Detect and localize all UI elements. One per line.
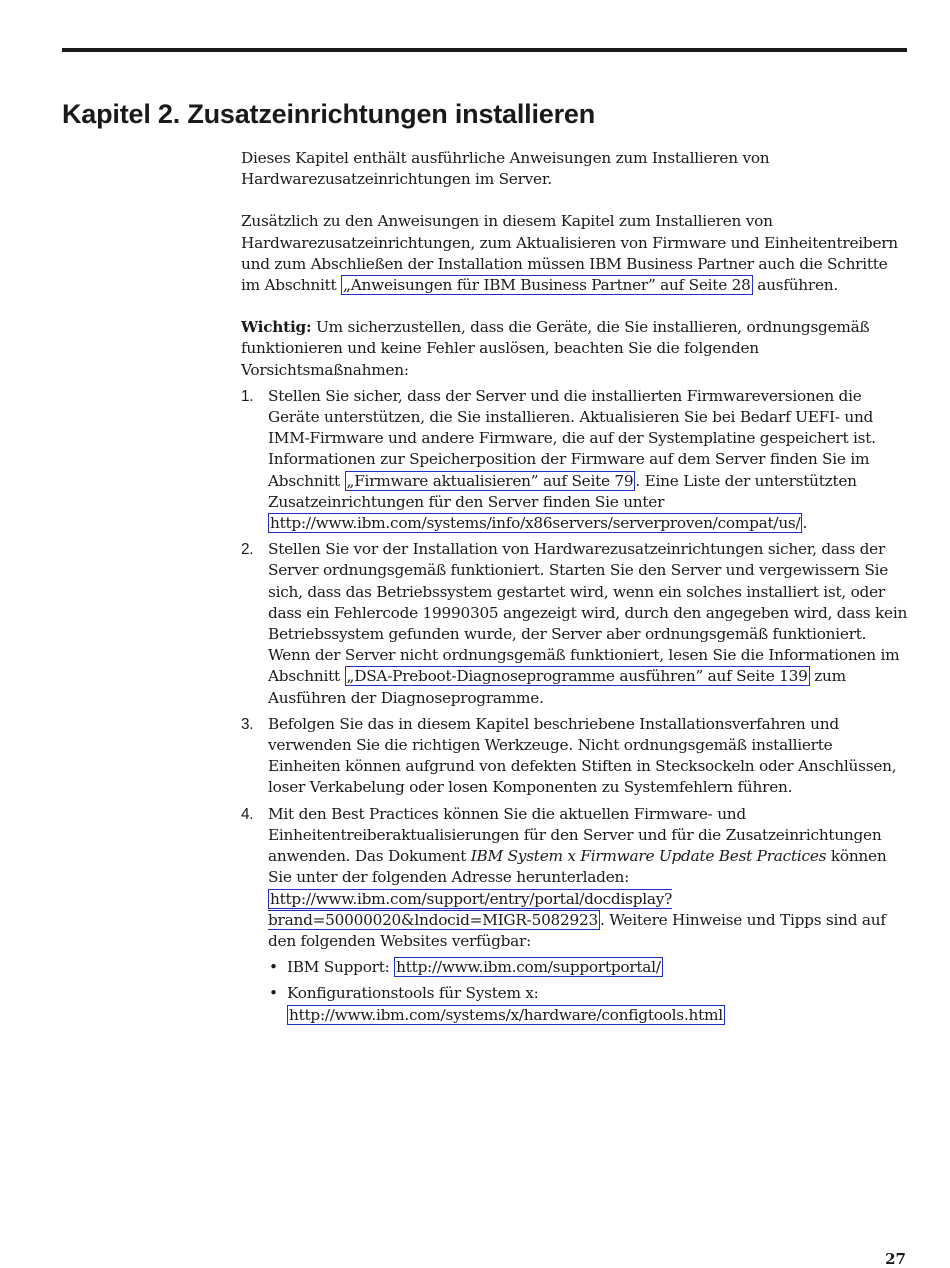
bullet-icon: • <box>269 958 278 977</box>
list-item: 3. Befolgen Sie das in diesem Kapitel beschriebene Installationsverfahren und verwenden Sie die richtigen Werkzeuge. Nicht ordnungsgemäß installierte Einheiten können aufgrund von defekten Stiften in Stecksockeln oder Anschlüssen, loser Verkabelung oder losen Komponenten zu Systemfehlern führen. <box>241 714 897 797</box>
header-rule <box>62 48 907 52</box>
link-best-practices[interactable]: http://www.ibm.com/support/entry/portal/docdisplay?brand=50000020&lndocid=MIGR-5082923 <box>268 889 673 929</box>
step-number: 3. <box>241 715 254 733</box>
link-firmware-update[interactable]: „Firmware aktualisieren” auf Seite 79 <box>346 471 634 490</box>
list-item: 4. Mit den Best Practices können Sie die aktuellen Firmware- und Einheitentreiberaktualisierungen für den Server und für die Zusatzeinrichtungen anwenden. Das Dokument IBM System x Firmware Update Best Practices können Sie unter der folgenden Adresse herunterladen: http://www.ibm.com/support/entry/portal/docdisplay?brand=50000020&lndocid=MIGR-5082923 . Weitere Hinweise und Tipps sind auf den folgenden Websites verfügbar: • IBM Support: http://www.ibm.com/supportportal/ • Konfigurationstools für System x: http://www.ibm.com/systems/x/hardware/configtools.html <box>241 804 909 1026</box>
chapter-content <box>241 148 909 1031</box>
chapter-title: Kapitel 2. Zusatzeinrichtungen installieren <box>62 99 596 129</box>
list-item: • IBM Support: http://www.ibm.com/supportportal/ <box>268 957 909 978</box>
important-note: Wichtig: Um sicherzustellen, dass die Geräte, die Sie installieren, ordnungsgemäß funktionieren und keine Fehler auslösen, beachten Sie die folgenden Vorsichtsmaßnahmen: <box>241 318 870 379</box>
link-configtools[interactable]: http://www.ibm.com/systems/x/hardware/configtools.html <box>289 1005 723 1024</box>
step-number: 2. <box>241 541 254 559</box>
link-business-partner-instructions[interactable]: „Anweisungen für IBM Business Partner” auf Seite 28 <box>343 276 751 295</box>
list-item: • Konfigurationstools für System x: http://www.ibm.com/systems/x/hardware/configtools.html <box>269 984 723 1024</box>
document-title: IBM System x Firmware Update Best Practices <box>470 847 827 866</box>
link-dsa-preboot[interactable]: „DSA-Preboot-Diagnoseprogramme ausführen” auf Seite 139 <box>346 667 808 686</box>
important-label: Wichtig: <box>241 318 312 337</box>
bullet-icon: • <box>269 984 278 1003</box>
page-number: 27 <box>885 1250 906 1268</box>
website-list <box>268 957 909 1026</box>
step-number: 1. <box>241 387 254 405</box>
list-item: 1. Stellen Sie sicher, dass der Server und die installierten Firmwareversionen die Geräte unterstützen, die Sie installieren. Aktualisieren Sie bei Bedarf UEFI- und IMM-Firmware und andere Firmware, die auf der Systemplatine gespeichert ist. Informationen zur Speicherposition der Firmware auf dem Server finden Sie im Abschnitt „Firmware aktualisieren” auf Seite 79 . Eine Liste der unterstützten Zusatzeinrichtungen für den Server finden Sie unter http://www.ibm.com/systems/info/x86servers/serverproven/compat/us/ . <box>241 386 876 533</box>
link-ibm-support[interactable]: http://www.ibm.com/supportportal/ <box>396 958 661 977</box>
precaution-list <box>241 386 909 1026</box>
intro-paragraph-1: Dieses Kapitel enthält ausführliche Anweisungen zum Installieren von Hardwarezusatzeinrichtungen im Server. <box>241 149 770 189</box>
list-item: 2. Stellen Sie vor der Installation von Hardwarezusatzeinrichtungen sicher, dass der Server ordnungsgemäß funktioniert. Starten Sie den Server und vergewissern Sie sich, dass das Betriebssystem gestartet wird, wenn ein solches installiert ist, oder dass ein Fehlercode 19990305 angezeigt wird, durch den angegeben wird, dass kein Betriebssystem gefunden wurde, der Server aber ordnungsgemäß funktioniert. Wenn der Server nicht ordnungsgemäß funktioniert, lesen Sie die Informationen im Abschnitt „DSA-Preboot-Diagnoseprogramme ausführen” auf Seite 139 zum Ausführen der Diagnoseprogramme. <box>241 540 908 707</box>
link-serverproven[interactable]: http://www.ibm.com/systems/info/x86servers/serverproven/compat/us/ <box>270 514 801 533</box>
step-number: 4. <box>241 805 254 823</box>
intro-paragraph-2: Zusätzlich zu den Anweisungen in diesem Kapitel zum Installieren von Hardwarezusatzeinrichtungen, zum Aktualisieren von Firmware und Einheitentreibern und zum Abschließen der Installation müssen IBM Business Partner auch die Schritte im Abschnitt „Anweisungen für IBM Business Partner” auf Seite 28 ausführen. <box>241 212 898 295</box>
